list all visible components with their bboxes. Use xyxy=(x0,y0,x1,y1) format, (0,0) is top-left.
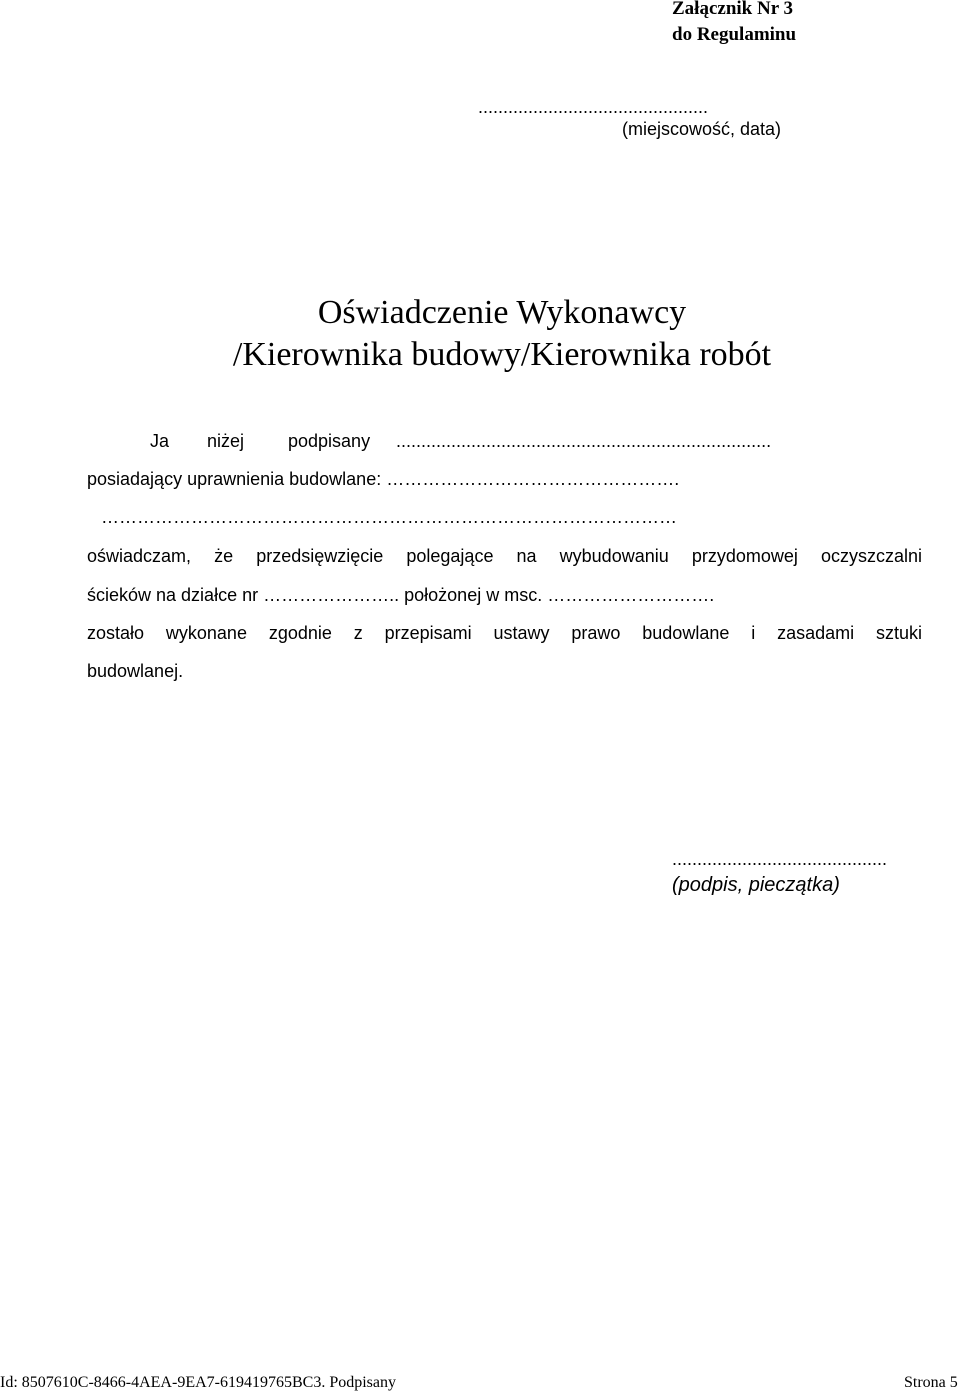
declaration-line-4: budowlanej. xyxy=(87,661,184,681)
location-dots: ………………………. xyxy=(547,585,715,605)
word-podpisany: podpisany xyxy=(288,431,371,451)
plot-number-label: ścieków na działce nr xyxy=(87,585,259,605)
place-date-dots: .............................................. xyxy=(478,97,709,117)
qualifications-label: posiadający uprawnienia budowlane: xyxy=(87,469,382,489)
declaration-line-1: oświadczam, że przedsięwzięcie polegające na wybudowaniu przydomowej oczyszczalni xyxy=(87,546,922,566)
place-date-label: (miejscowość, data) xyxy=(622,119,782,139)
footer-document-id: Id: 8507610C-8466-4AEA-9EA7-619419765BC3. Podpisany xyxy=(0,1374,396,1391)
word-nizej: niżej xyxy=(207,431,245,451)
document-title-line-2: /Kierownika budowy/Kierownika robót xyxy=(232,336,772,373)
annex-header xyxy=(672,0,796,48)
word-ja: Ja xyxy=(150,431,170,451)
declaration-line-3: zostało wykonane zgodnie z przepisami ustawy prawo budowlane i zasadami sztuki xyxy=(87,623,922,643)
signatory-name-dots: ........................................................................... xyxy=(396,431,772,451)
qualifications-dots-line-2: …………………………………………………………………………………… xyxy=(101,507,677,527)
annex-line-2: do Regulaminu xyxy=(672,24,797,45)
signature-label: (podpis, pieczątka) xyxy=(672,874,840,896)
location-label: położonej w msc. xyxy=(404,585,543,605)
plot-number-dots: ………………….. xyxy=(263,585,400,605)
declaration-line-2 xyxy=(87,583,714,607)
footer-page-number: Strona 5 xyxy=(904,1374,958,1391)
signature-dots: ........................................... xyxy=(672,849,888,869)
document-title-line-1: Oświadczenie Wykonawcy xyxy=(317,294,687,331)
annex-line-1: Załącznik Nr 3 xyxy=(672,0,794,19)
qualifications-dots: …………………………………………. xyxy=(386,469,680,489)
qualifications-line xyxy=(87,467,679,491)
